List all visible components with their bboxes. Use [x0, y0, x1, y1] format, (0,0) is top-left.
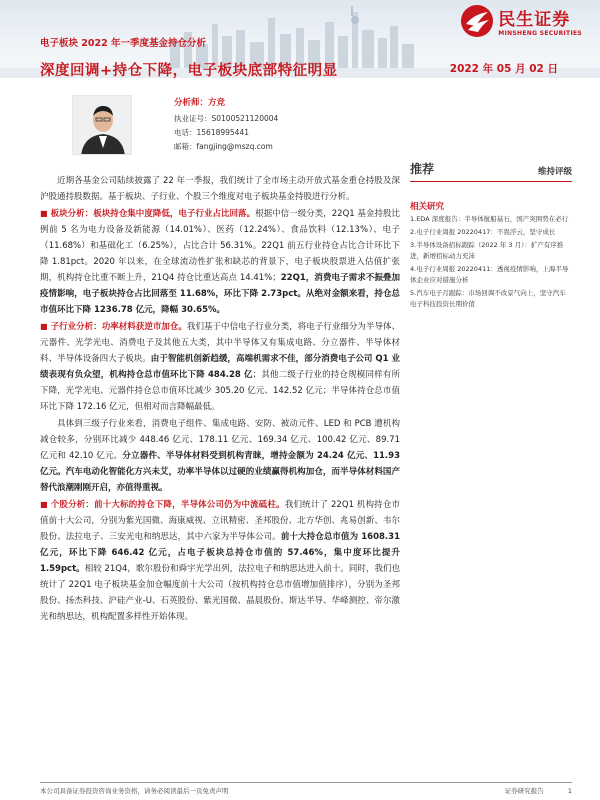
- related-research-item[interactable]: 4.电子行业周报 20220411：透视疫情影响，上海半导体企业应对措施分析: [410, 265, 569, 284]
- analyst-name: 分析师：方竞: [174, 98, 226, 108]
- sector-analysis-lead: 板块分析：板块持仓集中度降低，电子行业占比回落。: [50, 209, 256, 219]
- minsheng-logo-icon: [460, 4, 494, 38]
- related-research-list: [410, 214, 572, 310]
- related-research-item[interactable]: 2.电子行业周报 20220417：不畏浮云，坚守成长: [410, 228, 556, 236]
- report-subtitle: 电子板块 2022 年一季度基金持仓分析: [40, 38, 207, 49]
- stock-analysis-bold: 前十大持仓总市值为 1608.31 亿元，环比下降 646.42 亿元，占电子板块总持仓市值的 57.46%，集中度环比提升 1.59pct。: [40, 532, 400, 574]
- stock-analysis-lead: 个股分析：前十大标的持仓下降，半导体公司仍为中流砥柱。: [50, 500, 285, 510]
- sector-analysis-paragraph: [40, 206, 400, 318]
- square-bullet-icon: ■: [40, 500, 48, 509]
- tertiary-industry-paragraph: [40, 416, 400, 496]
- related-research-item[interactable]: 5.汽车电子月跟踪：市场回调不改景气向上，坚守汽车电子科技投资长期价值: [410, 289, 566, 308]
- subindustry-analysis-lead: 子行业分析：功率材料获逆市加仓。: [50, 322, 187, 332]
- recommendation-label: 推荐: [410, 162, 435, 176]
- analyst-portrait-icon: [73, 96, 132, 155]
- logo-chinese-name: 民生证券: [498, 10, 571, 30]
- related-research-item[interactable]: 1.EDA 深度报告：半导体航船基石，国产突围势在必行: [410, 215, 569, 223]
- related-research-title: 相关研究: [410, 202, 445, 212]
- report-title: 深度回调+持仓下降，电子板块底部特征明显: [40, 63, 338, 78]
- analyst-cert: 执业证号：S0100521120004: [174, 114, 279, 123]
- analyst-email[interactable]: 邮箱：fangjing@mszq.com: [174, 142, 273, 151]
- sector-analysis-bold: 22Q1，消费电子需求不振叠加疫情影响，电子板块持仓占比回落至 11.68%，环比下降 2.73pct。从绝对金额来看，持仓总市值环比下降 1236.78 亿元，降幅 30.65%。: [40, 273, 400, 315]
- header-banner: [0, 0, 600, 78]
- tertiary-industry-bold: 分立器件、半导体材料受到机构青睐，增持金额为 24.24 亿元、11.93 亿元。汽车电动化智能化方兴未艾，功率半导体以过硬的业绩赢得机构加仓，而半导体材料国产替代浪潮刚刚开启，亦值得重视。: [40, 451, 400, 493]
- stock-analysis-text: 我们统计了 22Q1 机构持仓市值前十大公司，分别为紫光国微、海康威视、立讯精密、圣邦股份、北方华创、兆易创新、韦尔股份、法拉电子、三安光电和纳思达，其中六家为半导体公司。: [40, 500, 400, 542]
- company-logo: [460, 4, 582, 38]
- footer-page-number: 1: [567, 787, 572, 795]
- subindustry-analysis-bold: 由于智能机创新趋缓，高端机需求不佳，部分消费电子公司 Q1 业绩表现有负众望，机构持仓总市值环比下降 484.28 亿: [40, 354, 400, 380]
- related-research-item[interactable]: 3.半导体设备招标跟踪（2022 年 3 月）：扩产有序推进，新增招标动力充沛: [410, 241, 564, 260]
- stock-analysis-paragraph: [40, 497, 400, 625]
- main-content: [40, 173, 400, 626]
- sidebar: [410, 160, 572, 312]
- report-date: 2022 年 05 月 02 日: [449, 63, 558, 75]
- subindustry-analysis-paragraph: [40, 319, 400, 415]
- subindustry-analysis-text-2: ；其他二级子行业的持仓规模同样有所下降，光学光电、元器件持仓总市值环比减少 305.20 亿元、142.52 亿元；半导体持仓总市值环比下降 172.16 亿元，但相对而言降幅最低。: [40, 370, 400, 412]
- analyst-photo: [72, 95, 132, 155]
- analyst-phone: 电话：15618995441: [174, 128, 249, 137]
- footer-disclaimer: 本公司具备证券投资咨询业务资格，请务必阅读最后一页免责声明: [40, 787, 229, 795]
- subindustry-analysis-text: 我们基于中信电子行业分类，将电子行业细分为半导体、元器件、光学光电、消费电子及其他五大类，其中半导体又有集成电路、分立器件、半导体材料、半导体设备四大子板块。: [40, 322, 400, 364]
- tertiary-industry-text: 具体到三级子行业来看，消费电子组件、集成电路、安防、被动元件、LED 和 PCB 遭机构减仓较多，分别环比减少 448.46 亿元、178.11 亿元、169.34 亿元、100.42 亿元、89.71 亿元和 42.10 亿元。: [40, 419, 400, 461]
- footer-report-type: 证券研究报告: [504, 787, 544, 795]
- logo-english-name: MINSHENG SECURITIES: [498, 30, 582, 37]
- footer-right: [483, 786, 572, 795]
- stock-analysis-text-2: 相较 21Q4，歌尔股份和舜宇光学出列，法拉电子和纳思达进入前十。同时，我们也统计了 22Q1 电子板块基金加仓幅度前十大公司（按机构持仓总市值增加值排序），分别为圣邦股份、扬杰科技、沪硅产业-U、石英股份、紫光国微、晶晨股份、斯达半导、华峰测控、帝尔激光和纳思达，机构配置多样性开始体现。: [40, 564, 400, 622]
- rating-row: [410, 160, 572, 182]
- square-bullet-icon: ■: [40, 209, 48, 218]
- page-footer: [40, 782, 572, 795]
- sector-analysis-text: 根据中信一级分类，22Q1 基金持股比例前 5 名为电力设备及新能源（14.01%）、医药（12.24%）、食品饮料（12.13%）、电子（11.68%）和基础化工（6.25%），占比合计 56.31%。22Q1 前五行业持仓占比合计环比下降 1.81pct。2020 年以来，在全球流动性扩张和缺芯的背景下，电子板块股票进入估值扩张期，机构持仓比重不断上升，21Q4 持仓比重达高点 14.41%；: [40, 209, 400, 283]
- rating-label: 维持评级: [537, 167, 572, 177]
- intro-paragraph: 近期各基金公司陆续披露了 22 年一季报，我们统计了全市场主动开放式基金重仓持股及深沪股通持股数据。基于板块、子行业、个股三个维度对电子板块基金持股进行分析。: [40, 176, 400, 202]
- square-bullet-icon: ■: [40, 322, 48, 331]
- analyst-info: [174, 96, 278, 154]
